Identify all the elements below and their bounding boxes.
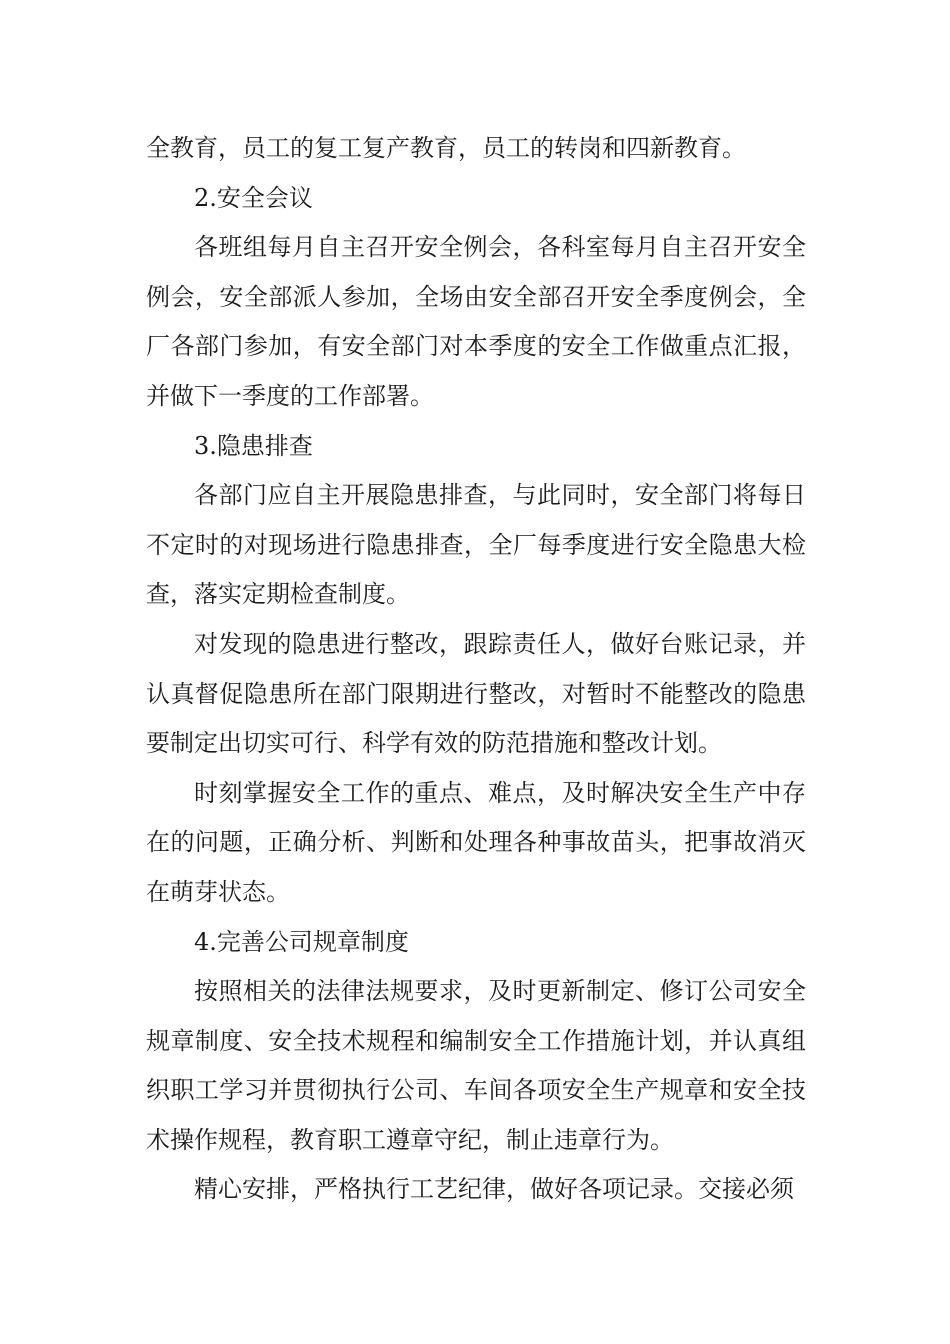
body-paragraph: 各班组每月自主召开安全例会，各科室每月自主召开安全例会，安全部派人参加，全场由安全部召开安全季度例会，全厂各部门参加，有安全部门对本季度的安全工作做重点汇报，并做下一季度的工作部署。	[146, 233, 806, 410]
body-paragraph: 全教育，员工的复工复产教育，员工的转岗和四新教育。	[146, 134, 746, 162]
section-heading: 3.隐患排查	[194, 431, 313, 460]
body-paragraph: 对发现的隐患进行整改，跟踪责任人，做好台账记录，并认真督促隐患所在部门限期进行整改，对暂时不能整改的隐患要制定出切实可行、科学有效的防范措施和整改计划。	[146, 629, 806, 758]
document-body	[146, 124, 806, 1215]
body-paragraph: 各部门应自主开展隐患排查，与此同时，安全部门将每日不定时的对现场进行隐患排查，全厂每季度进行安全隐患大检查，落实定期检查制度。	[146, 481, 806, 609]
body-paragraph: 精心安排，严格执行工艺纪律，做好各项记录。交接必须	[194, 1175, 794, 1204]
section-heading: 2.安全会议	[194, 183, 313, 212]
section-heading: 4.完善公司规章制度	[194, 927, 409, 956]
body-paragraph: 时刻掌握安全工作的重点、难点，及时解决安全生产中存在的问题，正确分析、判断和处理各种事故苗头，把事故消灭在萌芽状态。	[146, 778, 806, 906]
body-paragraph: 按照相关的法律法规要求，及时更新制定、修订公司安全规章制度、安全技术规程和编制安全工作措施计划，并认真组织职工学习并贯彻执行公司、车间各项安全生产规章和安全技术操作规程，教育职工遵章守纪，制止违章行为。	[146, 977, 806, 1154]
